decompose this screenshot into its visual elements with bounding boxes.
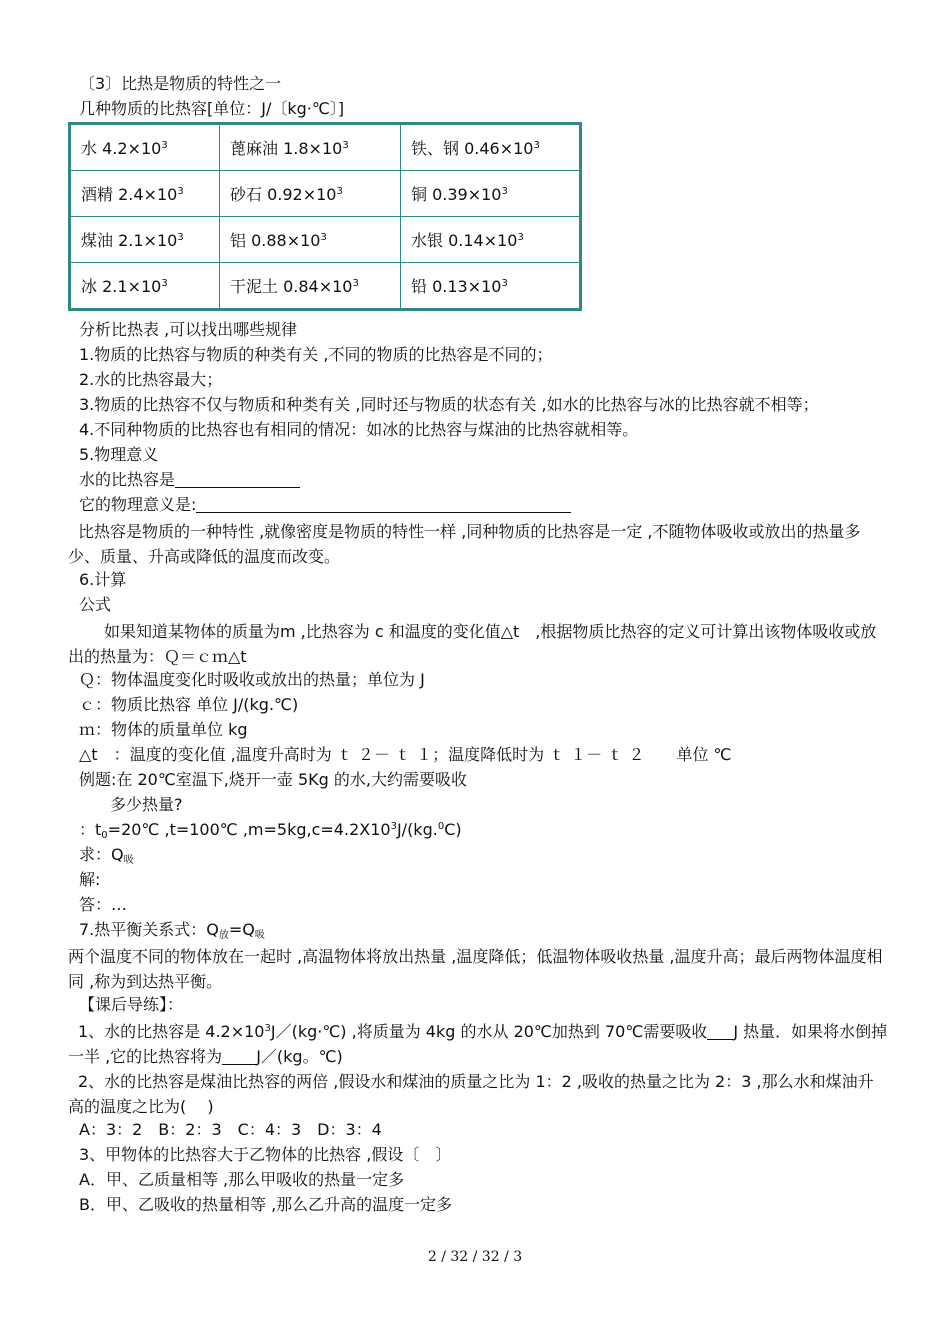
answer-label: 答：… bbox=[79, 895, 128, 914]
section-heading: 〔3〕比热是物质的特性之一 bbox=[79, 74, 282, 93]
answer-blank bbox=[222, 1048, 256, 1065]
exercises-title: 【课后导练】： bbox=[79, 995, 184, 1014]
specific-heat-table bbox=[68, 122, 582, 311]
known-values: ：t0=20℃ ,t=100℃ $,m=5kg,c=4.2X10^3J/(kg.^0C)$ bbox=[79, 820, 462, 841]
exercise-3-option-a: A．甲、乙质量相等 ,那么甲吸收的热量一定多 bbox=[79, 1170, 405, 1189]
table-caption: 几种物质的比热容[单位：J/〔kg·℃〕] bbox=[79, 99, 345, 118]
table-row bbox=[70, 263, 581, 310]
table-cell: 煤油 $2.1\times 10^3$ bbox=[70, 217, 220, 263]
find-line: 求：Q吸 bbox=[79, 845, 134, 866]
meaning-title: 5.物理意义 bbox=[79, 445, 159, 464]
table-cell: 铜 $0.39\times 10^3$ bbox=[401, 171, 581, 217]
solution-label: 解: bbox=[79, 870, 101, 889]
water-specific-heat-line: 水的比热容是 bbox=[79, 469, 300, 491]
formula-paragraph: 如果知道某物体的质量为m ,比热容为 c 和温度的变化值△t ,根据物质比热容的定义可计算出该物体吸收或放出的热量为：Ｑ＝ｃｍ△t bbox=[68, 622, 877, 666]
c-definition: ｃ：物质比热容 单位 J/(kg.℃) bbox=[79, 695, 299, 714]
exercise-3: 3、甲物体的比热容大于乙物体的比热容 ,假设〔 〕 bbox=[79, 1145, 452, 1164]
table-cell: 铁、钢 $0.46\times 10^3$ bbox=[401, 124, 581, 171]
exercise-1: 1、水的比热容是 $4.2\times 10^3J/(kg\cdot℃)$ ,将质量为 4kg 的水从 20℃加热到 70℃需要吸收 J 热量．如果将水倒掉一半 ,它的比热容将为 J／(kg。℃) bbox=[68, 1022, 888, 1066]
exercise-3-option-b: B．甲、乙吸收的热量相等 ,那么乙升高的温度一定多 bbox=[79, 1195, 453, 1214]
table-row bbox=[70, 171, 581, 217]
exercise-2: 2、水的比热容是煤油比热容的两倍 ,假设水和煤油的质量之比为 1：2 ,吸收的热量之比为 2：3 ,那么水和煤油升高的温度之比为( ) bbox=[68, 1072, 874, 1116]
dt-definition: △t ：温度的变化值 ,温度升高时为 ｔ ２－ ｔ １；温度降低时为 ｔ １－ ｔ ２ 单位 ℃ bbox=[79, 745, 732, 764]
analysis-title: 分析比热表 ,可以找出哪些规律 bbox=[79, 320, 298, 339]
m-definition: ｍ：物体的质量单位 kg bbox=[79, 720, 248, 739]
table-row bbox=[70, 124, 581, 171]
rule-4: 4.不同种物质的比热容也有相同的情况：如冰的比热容与煤油的比热容就相等。 bbox=[79, 420, 639, 439]
answer-blank bbox=[175, 471, 300, 488]
example-question: 例题:在 20℃室温下,烧开一壶 5Kg 的水,大约需要吸收 bbox=[79, 770, 467, 789]
exercise-2-options: A：3：2 B：2：3 C：4：3 D：3：4 bbox=[79, 1120, 382, 1139]
table-cell: 铝 $0.88\times 10^3$ bbox=[220, 217, 401, 263]
meaning-paragraph: 比热容是物质的一种特性 ,就像密度是物质的特性一样 ,同种物质的比热容是一定 ,不随物体吸收或放出的热量多少、质量、升高或降低的温度而改变。 bbox=[68, 522, 861, 566]
table-cell: 水银 $0.14\times 10^3$ bbox=[401, 217, 581, 263]
table-row bbox=[70, 217, 581, 263]
table-cell: 干泥土 $0.84\times 10^3$ bbox=[220, 263, 401, 310]
balance-title: 7.热平衡关系式：Q放=Q吸 bbox=[79, 920, 265, 941]
table-cell: 砂石 $0.92\times 10^3$ bbox=[220, 171, 401, 217]
rule-3: 3.物质的比热容不仅与物质和种类有关 ,同时还与物质的状态有关 ,如水的比热容与冰的比热容就不相等； bbox=[79, 395, 819, 414]
q-definition: Ｑ：物体温度变化时吸收或放出的热量；单位为 J bbox=[79, 670, 425, 689]
example-question-cont: 多少热量? bbox=[110, 795, 183, 814]
physical-meaning-line: 它的物理意义是: bbox=[79, 494, 571, 516]
rule-2: 2.水的比热容最大； bbox=[79, 370, 223, 389]
balance-paragraph: 两个温度不同的物体放在一起时 ,高温物体将放出热量 ,温度降低；低温物体吸收热量 ,温度升高；最后两物体温度相同 ,称为到达热平衡。 bbox=[68, 947, 883, 991]
answer-blank bbox=[196, 496, 571, 513]
table-cell: 冰 $2.1\times 10^3$ bbox=[70, 263, 220, 310]
calc-title: 6.计算 bbox=[79, 570, 127, 589]
page-number: 2 / 32 / 32 / 3 bbox=[427, 1249, 523, 1265]
table-cell: 酒精 $2.4\times 10^3$ bbox=[70, 171, 220, 217]
table-cell: 水 $4.2\times 10^3$ bbox=[70, 124, 220, 171]
answer-blank bbox=[707, 1023, 733, 1040]
table-cell: 蓖麻油 $1.8\times 10^3$ bbox=[220, 124, 401, 171]
formula-label: 公式 bbox=[79, 595, 112, 614]
rule-1: 1.物质的比热容与物质的种类有关 ,不同的物质的比热容是不同的； bbox=[79, 345, 553, 364]
table-cell: 铅 $0.13\times 10^3$ bbox=[401, 263, 581, 310]
